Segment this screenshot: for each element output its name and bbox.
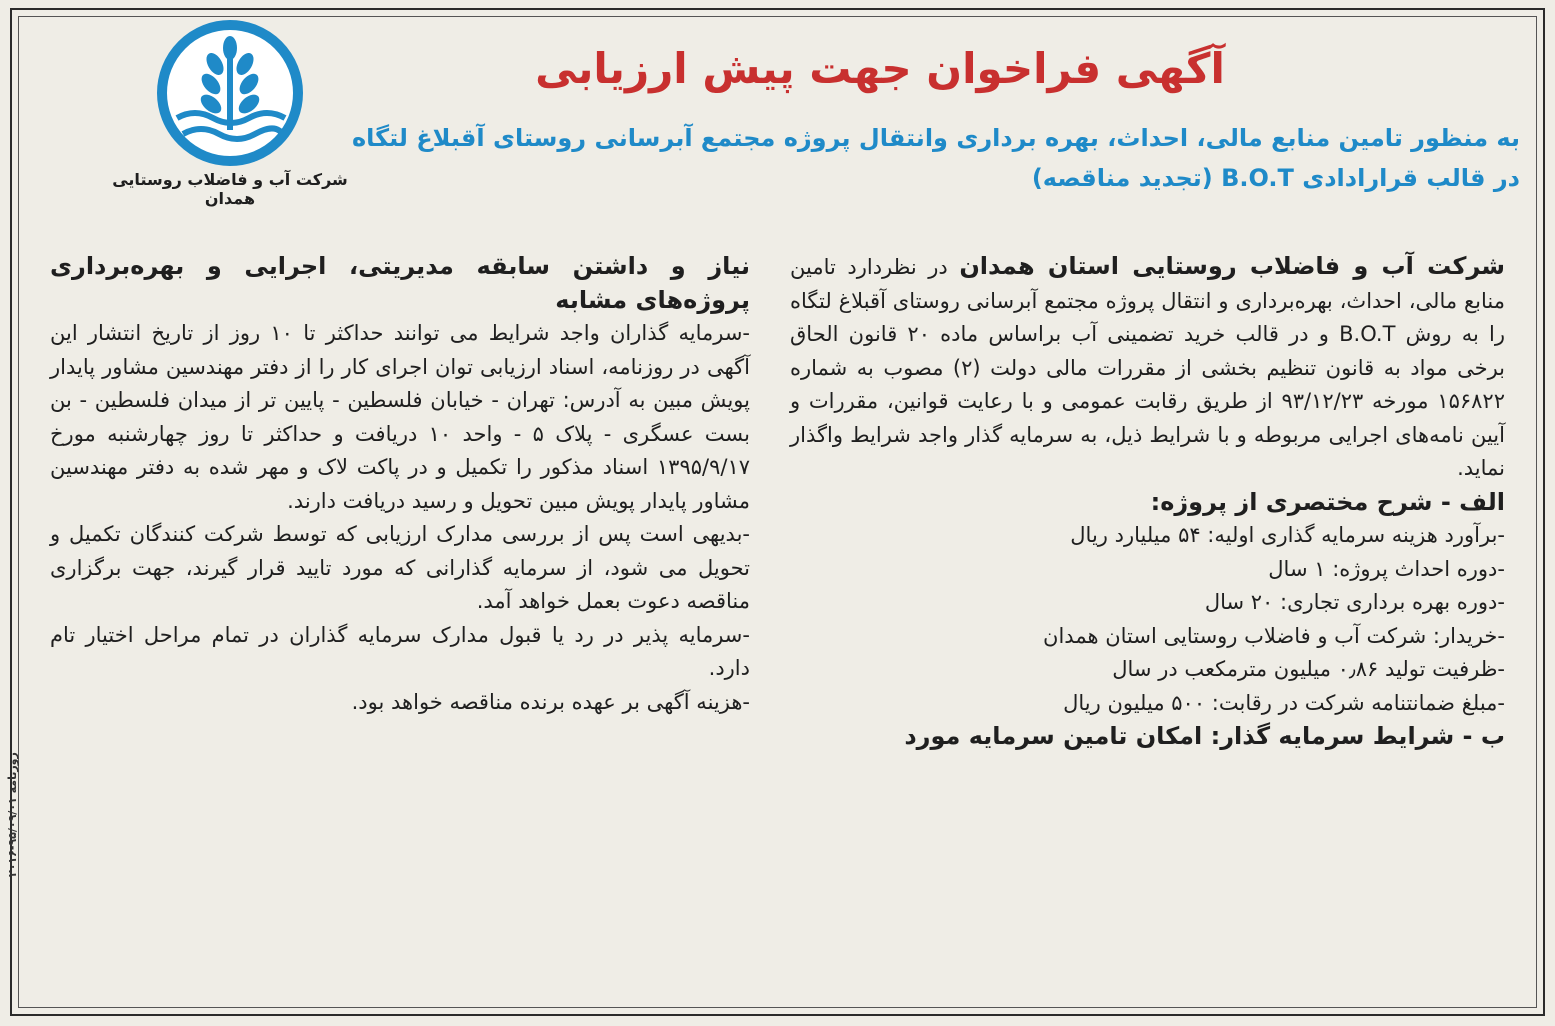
left-heading: نیاز و داشتن سابقه مدیریتی، اجرایی و بهره‌برداری پروژه‌های مشابه [50, 252, 750, 314]
section-a-item: -برآورد هزینه سرمایه گذاری اولیه: ۵۴ میلیارد ریال [1070, 523, 1505, 547]
section-a-item: -دوره احداث پروژه: ۱ سال [1268, 556, 1505, 581]
left-paragraph: -بدیهی است پس از بررسی مدارک ارزیابی که توسط شرکت کنندگان تکمیل و تحویل می شود، از سرمایه گذارانی که مورد تایید قرار گیرند، جهت برگزاری مناقصه دعوت بعمل خواهد آمد. [50, 522, 750, 613]
logo-caption: شرکت آب و فاضلاب روستایی همدان [112, 170, 348, 208]
left-column [50, 250, 750, 719]
section-a-item: -خریدار: شرکت آب و فاضلاب روستایی استان همدان [1043, 623, 1505, 648]
right-column [790, 250, 1505, 754]
section-a-item: -دوره بهره برداری تجاری: ۲۰ سال [1204, 590, 1505, 614]
section-a-item: -مبلغ ضمانتنامه شرکت در رقابت: ۵۰۰ میلیون ریال [1063, 690, 1505, 715]
subtitle-line-2: در قالب قرارادادی B.O.T (تجدید مناقصه) [1031, 164, 1520, 192]
section-a-item: -ظرفیت تولید ۰٫۸۶ میلیون مترمکعب در سال [1112, 657, 1505, 681]
intro-company-name: شرکت آب و فاضلاب روستایی استان همدان [959, 252, 1505, 280]
left-paragraph: -سرمایه پذیر در رد یا قبول مدارک سرمایه گذاران در تمام مراحل اختیار تام دارد. [50, 622, 750, 680]
left-paragraph: -سرمایه گذاران واجد شرایط می توانند حداکثر تا ۱۰ روز از تاریخ انتشار این آگهی در روزنامه، اسناد ارزیابی توان اجرای کار را از دفتر مهندسین مشاور پایدار پویش مبین به آدرس: تهران - خیابان فلسطین - پایین تر از میدان فلسطین - بن بست عسگری - پلاک ۵ - واحد ۱۰ دریافت و حداکثر تا روز چهارشنبه مورخ ۱۳۹۵/۹/۱۷ اسناد مذکور را تکمیل و در پاکت لاک و مهر شده به دفتر مهندسین مشاور پایدار پویش مبین تحویل و رسید دریافت دارند. [50, 321, 751, 513]
side-margin-date: روزنامه ۹۵/۰۹/۰۱-۲۰۱۶ [6, 752, 19, 878]
intro-body: در نظردارد تامین منابع مالی، احداث، بهره‌برداری و انتقال پروژه مجتمع آبرسانی روستای آقبلاغ لتگاه را به روش B.O.T و در قالب خرید تضمینی آب براساس ماده ۲۰ قانون الحاق برخی مواد به قانون تنظیم بخشی از مقررات مالی دولت (۲) مصوب به شماره ۱۵۶۸۲۲ مورخه ۹۳/۱۲/۲۳ از طریق رقابت عمومی و با رعایت قوانین، مقررات و آیین نامه‌های اجرایی مربوطه و با شرایط ذیل، به سرمایه گذار واجد شرایط واگذار نماید. [790, 255, 1505, 480]
company-logo [110, 18, 350, 208]
subtitle-line-1: به منظور تامین منابع مالی، احداث، بهره برداری وانتقال پروژه مجتمع آبرسانی روستای آقبلاغ لتگاه [351, 124, 1520, 152]
ad-title: آگهی فراخوان جهت پیش ارزیابی [535, 44, 1225, 93]
ad-subtitle [340, 118, 1520, 198]
section-a-heading: الف - شرح مختصری از پروژه: [1150, 487, 1505, 516]
section-b-heading: ب - شرایط سرمایه گذار: امکان تامین سرمایه مورد [904, 722, 1505, 750]
water-drop-logo-icon [155, 18, 305, 168]
intro-paragraph [790, 250, 1505, 486]
left-paragraph: -هزینه آگهی بر عهده برنده مناقصه خواهد بود. [351, 689, 750, 714]
